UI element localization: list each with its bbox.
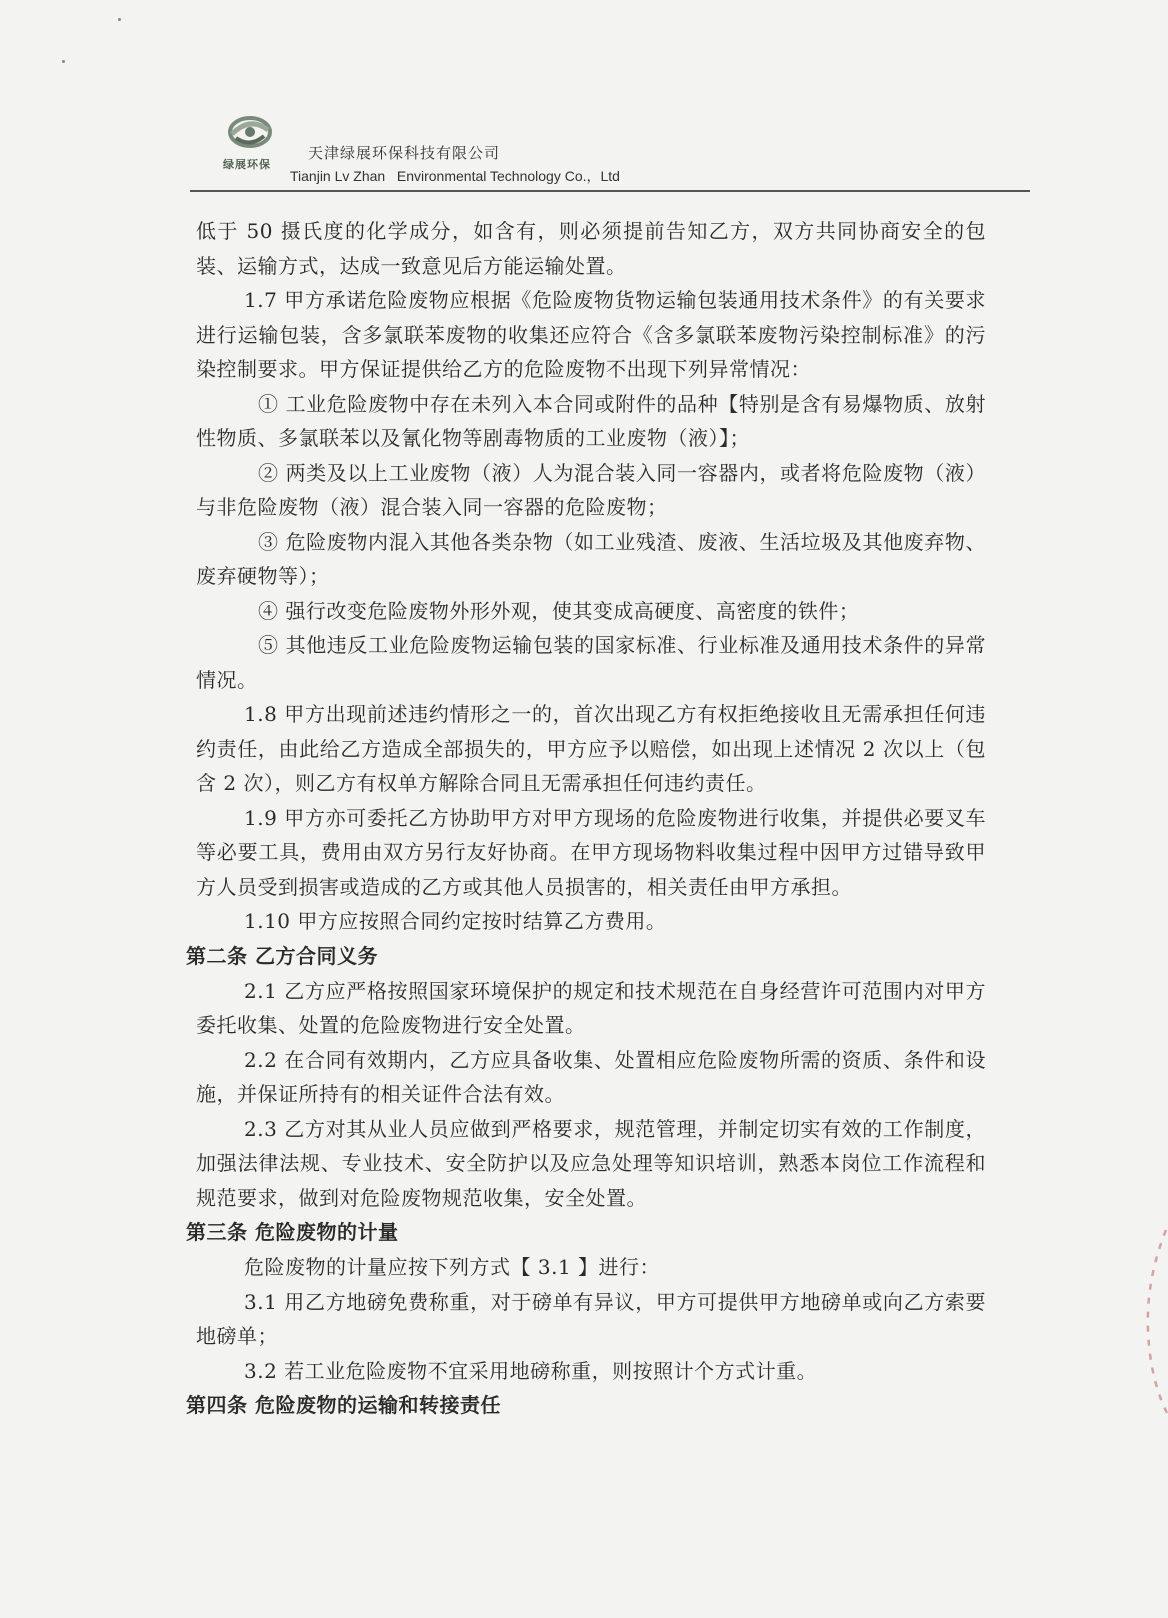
speck bbox=[118, 18, 121, 21]
clause-paragraph: 1.7 甲方承诺危险废物应根据《危险废物货物运输包装通用技术条件》的有关要求进行运输包装，含多氯联苯废物的收集还应符合《含多氯联苯废物污染控制标准》的污染控制要求。甲方保证提供给乙方的危险废物不出现下列异常情况： bbox=[196, 288, 986, 381]
section-heading: 第二条 乙方合同义务 bbox=[186, 943, 378, 968]
company-name-cn: 天津绿展环保科技有限公司 bbox=[308, 144, 501, 162]
clause-paragraph: 1.9 甲方亦可委托乙方协助甲方对甲方现场的危险废物进行收集，并提供必要叉车等必要工具，费用由双方另行友好协商。在甲方现场物料收集过程中因甲方过错导致甲方人员受到损害或造成的乙方或其他人员损害的，相关责任由甲方承担。 bbox=[196, 805, 986, 899]
document-body bbox=[186, 214, 986, 1423]
list-item: ④ 强行改变危险废物外形外观，使其变成高硬度、高密度的铁件； bbox=[258, 598, 860, 623]
list-item: ① 工业危险废物中存在未列入本合同或附件的品种【特别是含有易爆物质、放射性物质、多氯联苯以及氰化物等剧毒物质的工业废物（液）】； bbox=[196, 391, 986, 450]
clause-paragraph: 2.1 乙方应严格按照国家环境保护的规定和技术规范在自身经营许可范围内对甲方委托收集、处置的危险废物进行安全处置。 bbox=[196, 978, 986, 1037]
clause-paragraph: 2.2 在合同有效期内，乙方应具备收集、处置相应危险废物所需的资质、条件和设施，并保证所持有的相关证件合法有效。 bbox=[196, 1047, 986, 1106]
company-name-en: Tianjin Lv Zhan Environmental Technology Co.，Ltd bbox=[290, 168, 620, 184]
letterhead bbox=[190, 100, 1030, 196]
clause-paragraph: 2.3 乙方对其从业人员应做到严格要求，规范管理，并制定切实有效的工作制度，加强法律法规、专业技术、安全防护以及应急处理等知识培训，熟悉本岗位工作流程和规范要求，做到对危险废物规范收集，安全处置。 bbox=[196, 1116, 986, 1210]
red-stamp-edge bbox=[1128, 1220, 1168, 1420]
list-item: ② 两类及以上工业废物（液）人为混合装入同一容器内，或者将危险废物（液）与非危险废物（液）混合装入同一容器的危险废物； bbox=[196, 460, 986, 519]
section-heading: 第四条 危险废物的运输和转接责任 bbox=[186, 1393, 501, 1417]
list-item: ③ 危险废物内混入其他各类杂物（如工业残渣、废液、生活垃圾及其他废弃物、废弃硬物等）； bbox=[196, 529, 986, 588]
section-heading: 第三条 危险废物的计量 bbox=[186, 1220, 399, 1244]
paragraph-continued: 低于 50 摄氏度的化学成分，如含有，则必须提前告知乙方，双方共同协商安全的包装、运输方式，达成一致意见后方能运输处置。 bbox=[196, 219, 986, 278]
logo-text: 绿展环保 bbox=[223, 158, 271, 171]
clause-paragraph: 危险废物的计量应按下列方式【 3.1 】进行： bbox=[244, 1255, 661, 1279]
clause-paragraph: 3.1 用乙方地磅免费称重，对于磅单有异议，甲方可提供甲方地磅单或向乙方索要地磅单； bbox=[196, 1289, 986, 1348]
clause-paragraph: 3.2 若工业危险废物不宜采用地磅称重，则按照计个方式计重。 bbox=[244, 1358, 818, 1383]
speck bbox=[62, 60, 65, 63]
list-item: ⑤ 其他违反工业危险废物运输包装的国家标准、行业标准及通用技术条件的异常情况。 bbox=[196, 633, 986, 692]
header-rule bbox=[190, 190, 1030, 192]
clause-paragraph: 1.8 甲方出现前述违约情形之一的，首次出现乙方有权拒绝接收且无需承担任何违约责任，由此给乙方造成全部损失的，甲方应予以赔偿，如出现上述情况 2 次以上（包含 2 次），则乙方有权单方解除合同且无需承担任何违约责任。 bbox=[196, 702, 986, 795]
clause-paragraph: 1.10 甲方应按照合同约定按时结算乙方费用。 bbox=[244, 909, 667, 933]
